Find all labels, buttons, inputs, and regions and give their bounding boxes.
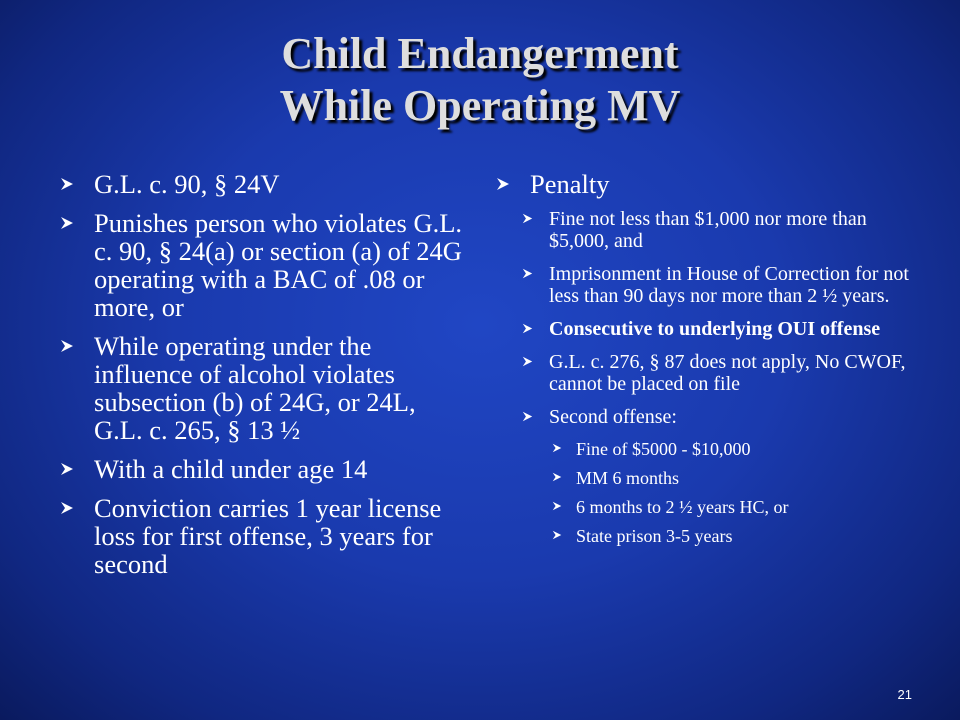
left-column — [60, 170, 470, 589]
list-item — [60, 455, 470, 483]
list-item — [522, 208, 916, 252]
list-item — [552, 439, 916, 459]
list-item — [522, 263, 916, 307]
list-item — [522, 351, 916, 395]
list-item-text: With a child under age 14 — [94, 454, 368, 484]
arrow-bullet-icon — [496, 177, 510, 191]
list-item-text: G.L. c. 90, § 24V — [94, 169, 280, 199]
penalty-heading-text: Penalty — [530, 169, 610, 199]
title-line-2: While Operating MV — [279, 81, 681, 130]
list-item — [522, 318, 916, 340]
arrow-bullet-icon — [60, 216, 74, 230]
arrow-bullet-icon — [522, 323, 533, 334]
list-item-text: Conviction carries 1 year license loss for first offense, 3 years for second — [94, 493, 442, 579]
arrow-bullet-icon — [552, 443, 562, 453]
list-item-text: MM 6 months — [576, 468, 680, 488]
list-item-text: Imprisonment in House of Correction for not less than 90 days nor more than 2 ½ years. — [549, 263, 909, 307]
list-item-text: State prison 3-5 years — [576, 526, 733, 546]
arrow-bullet-icon — [522, 268, 533, 279]
slide-title — [150, 28, 810, 132]
list-item — [552, 526, 916, 546]
list-item — [60, 170, 470, 198]
list-item — [552, 497, 916, 517]
arrow-bullet-icon — [522, 411, 533, 422]
arrow-bullet-icon — [552, 501, 562, 511]
page-number: 21 — [897, 687, 912, 702]
arrow-bullet-icon — [60, 501, 74, 515]
list-item — [522, 406, 916, 428]
penalty-heading — [496, 170, 916, 198]
list-item-text: Punishes person who violates G.L. c. 90, § 24(a) or section (a) of 24G operating with a BAC of .08 or more, or — [94, 208, 463, 322]
list-item-text: While operating under the influence of alcohol violates subsection (b) of 24G, or 24L, G.L. c. 265, § 13 ½ — [94, 331, 416, 445]
list-item-text: Fine of $5000 - $10,000 — [576, 439, 751, 459]
list-item-text: Second offense: — [549, 406, 677, 428]
arrow-bullet-icon — [60, 177, 74, 191]
list-item — [552, 468, 916, 488]
list-item-text: 6 months to 2 ½ years HC, or — [576, 497, 789, 517]
list-item-text: G.L. c. 276, § 87 does not apply, No CWOF, cannot be placed on file — [549, 351, 906, 395]
arrow-bullet-icon — [522, 213, 533, 224]
arrow-bullet-icon — [60, 462, 74, 476]
list-item-text: Fine not less than $1,000 nor more than $5,000, and — [549, 208, 867, 252]
title-line-1: Child Endangerment — [281, 29, 679, 78]
arrow-bullet-icon — [60, 339, 74, 353]
list-item — [60, 332, 470, 444]
list-item — [60, 494, 470, 578]
right-column — [496, 170, 916, 555]
list-item — [60, 209, 470, 321]
list-item-text: Consecutive to underlying OUI offense — [549, 318, 881, 340]
arrow-bullet-icon — [552, 530, 562, 540]
arrow-bullet-icon — [552, 472, 562, 482]
arrow-bullet-icon — [522, 356, 533, 367]
